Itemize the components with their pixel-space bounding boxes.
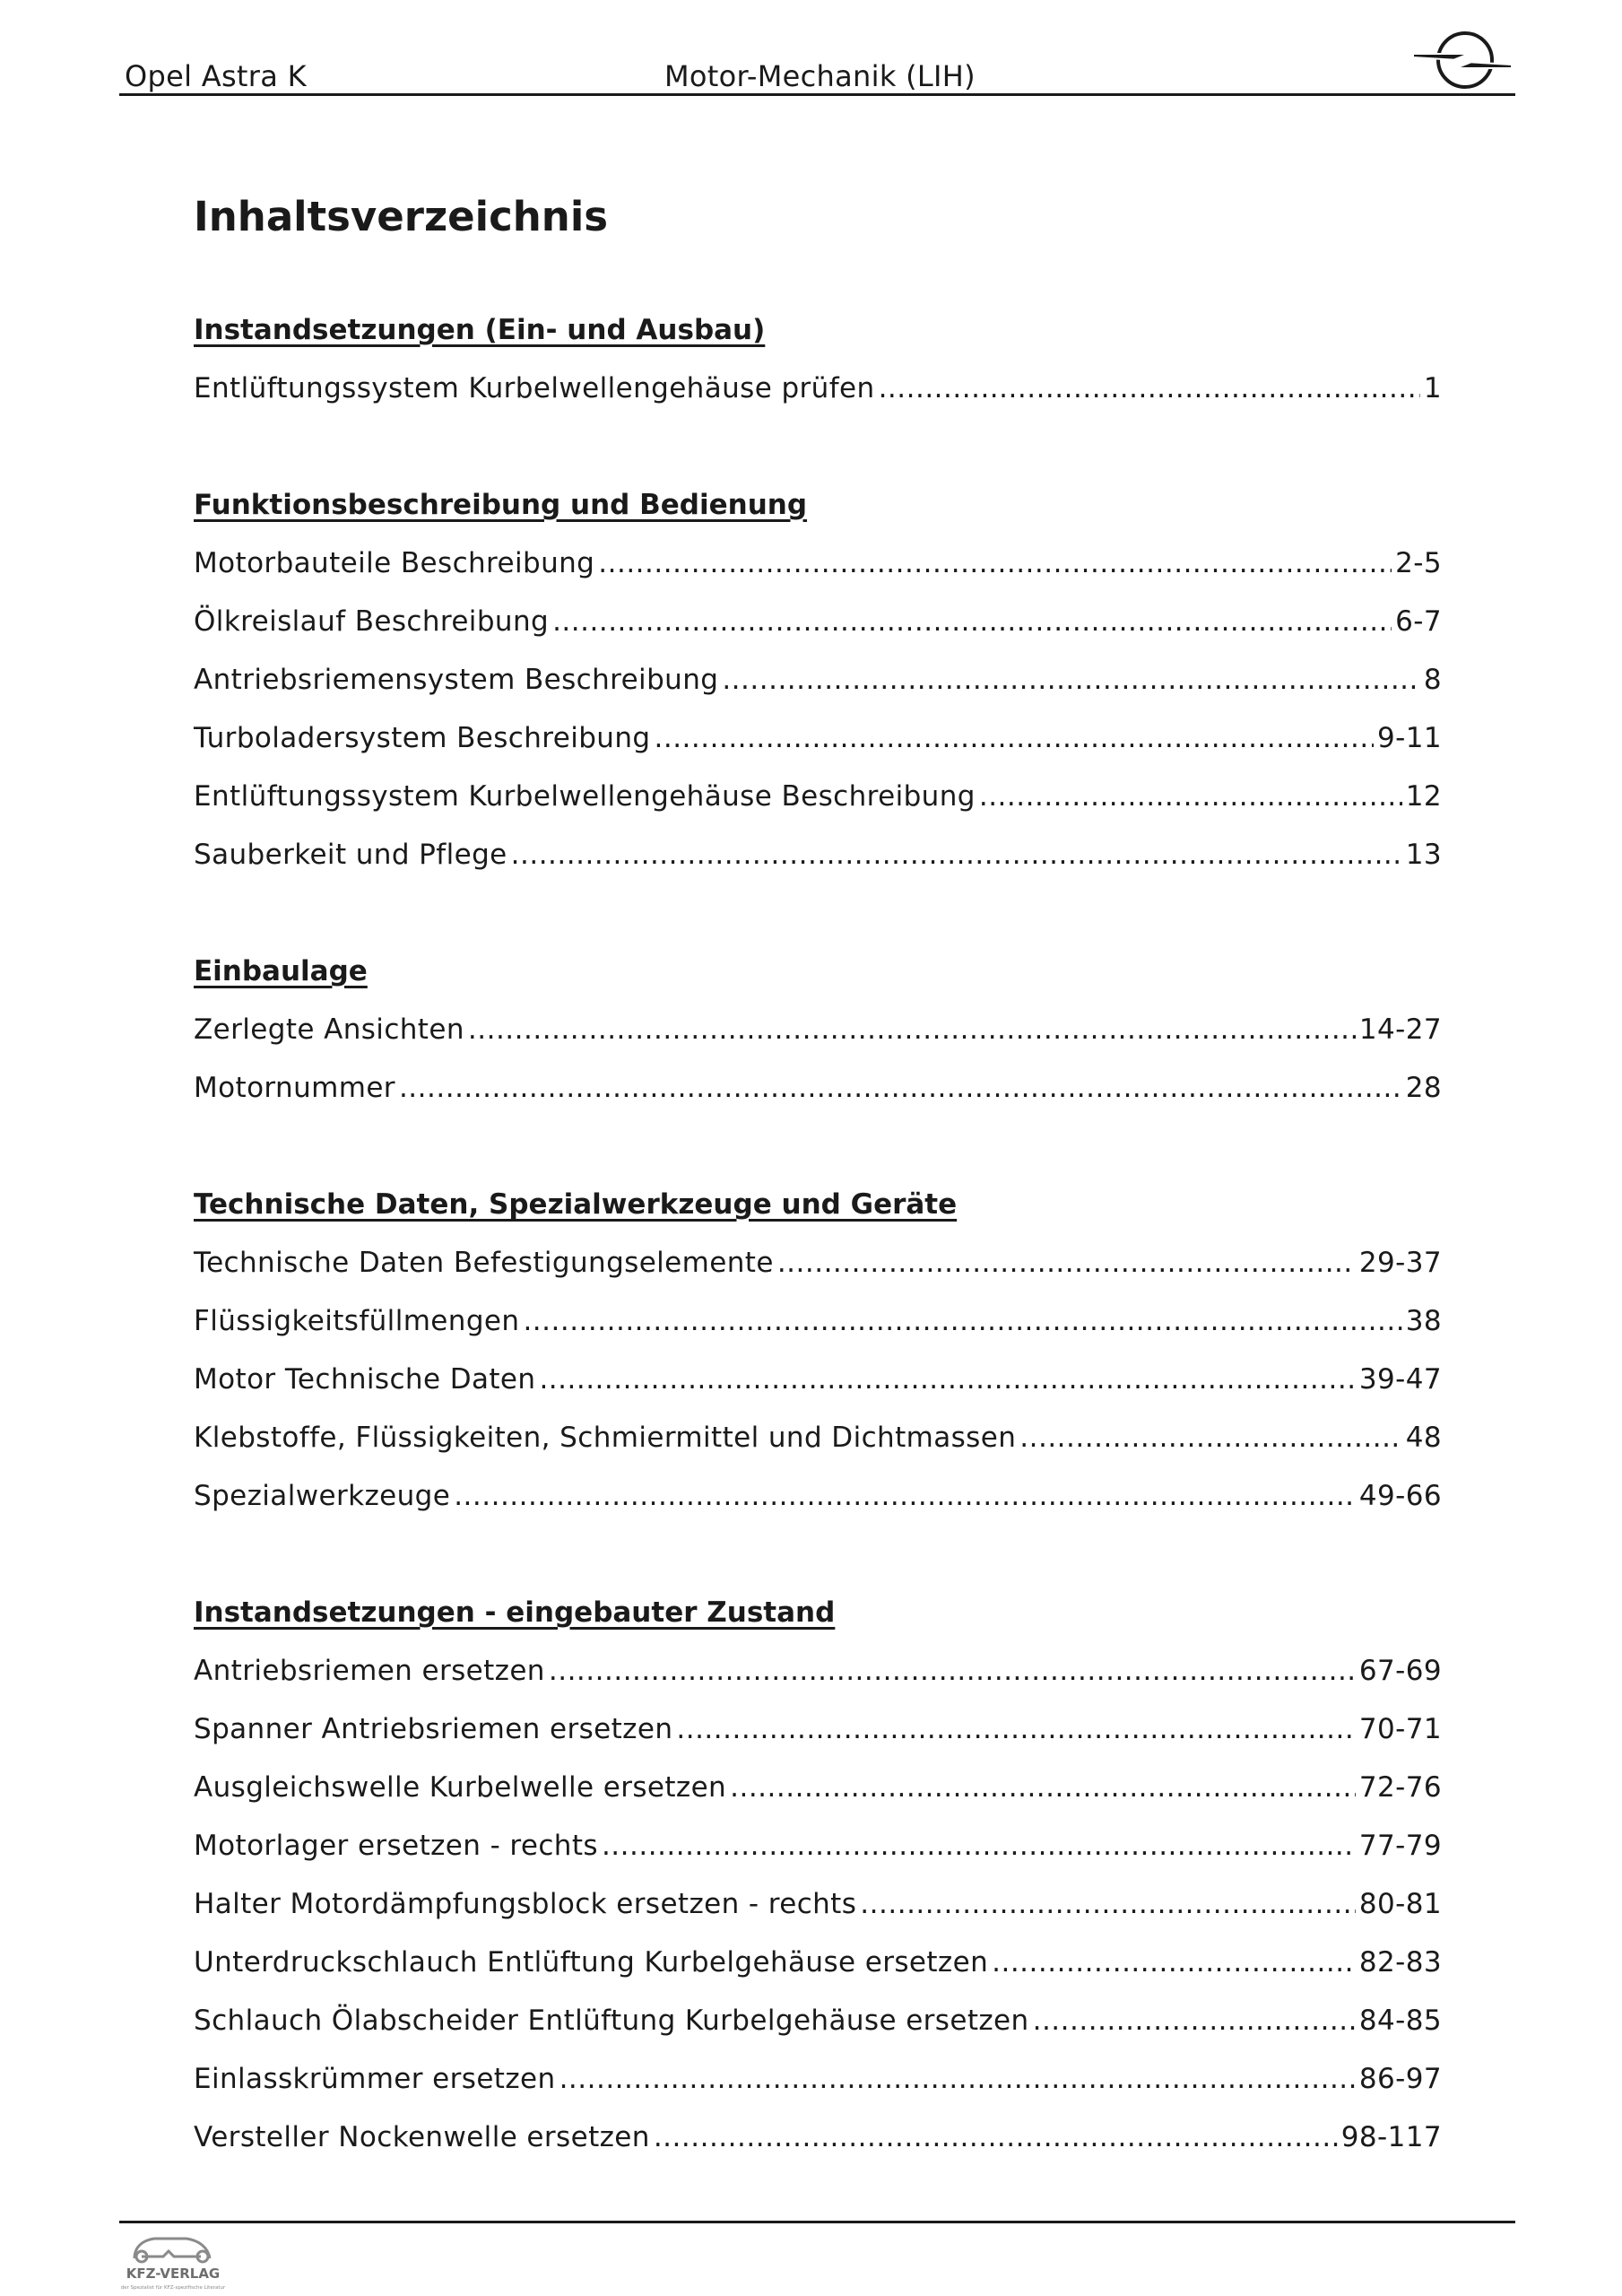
toc-entry-leader (523, 1292, 1401, 1351)
toc-entry[interactable] (194, 1759, 1442, 1817)
toc-entry-leader (860, 1875, 1356, 1934)
toc-entry-page: 67-69 (1358, 1655, 1442, 1687)
toc-entry-leader (539, 1351, 1355, 1409)
section-heading: Instandsetzungen (Ein- und Ausbau) (194, 314, 766, 346)
toc-entry-title: Technische Daten Befestigungselemente (194, 1247, 774, 1279)
toc-entry-page: 86-97 (1358, 2063, 1442, 2095)
toc-entry-page: 13 (1405, 839, 1442, 871)
toc-entry-leader (979, 768, 1402, 826)
toc-entry-title: Schlauch Ölabscheider Entlüftung Kurbelgehäuse ersetzen (194, 2005, 1029, 2037)
footer-brand: KFZ-VERLAG (126, 2266, 221, 2282)
toc-content (194, 191, 1442, 2167)
toc-entry-leader (992, 1934, 1356, 1992)
toc-entry-title: Einlasskrümmer ersetzen (194, 2063, 556, 2095)
toc-entry-page: 14-27 (1358, 1013, 1442, 1046)
toc-entry-title: Ölkreislauf Beschreibung (194, 605, 550, 638)
toc-entry-leader (598, 535, 1392, 593)
toc-entry-title: Flüssigkeitsfüllmengen (194, 1305, 520, 1337)
toc-entry-leader (654, 2109, 1338, 2167)
section-heading: Einbaulage (194, 955, 368, 987)
toc-entry-title: Entlüftungssystem Kurbelwellengehäuse prüfen (194, 372, 875, 404)
toc-entry-page: 80-81 (1358, 1888, 1442, 1920)
section-heading: Instandsetzungen - eingebauter Zustand (194, 1596, 836, 1629)
toc-entry[interactable] (194, 1700, 1442, 1759)
toc-entry-title: Motorbauteile Beschreibung (194, 547, 595, 579)
toc-entry-page: 70-71 (1358, 1713, 1442, 1745)
header-vehicle-name: Opel Astra K (125, 59, 307, 93)
toc-entry-page: 29-37 (1358, 1247, 1442, 1279)
toc-entry-leader (654, 709, 1374, 768)
footer-tagline: der Spezialist für KFZ-spezifische Literatur (120, 2285, 226, 2291)
toc-entry[interactable] (194, 360, 1442, 418)
toc-entry-title: Entlüftungssystem Kurbelwellengehäuse Beschreibung (194, 780, 976, 813)
toc-entry-title: Motornummer (194, 1072, 395, 1104)
toc-entry-title: Unterdruckschlauch Entlüftung Kurbelgehäuse ersetzen (194, 1946, 989, 1979)
toc-entry-page: 49-66 (1358, 1480, 1442, 1512)
toc-entry-page: 84-85 (1358, 2005, 1442, 2037)
toc-entry-title: Turboladersystem Beschreibung (194, 722, 651, 754)
toc-entry[interactable] (194, 768, 1442, 826)
kfz-verlag-logo-icon (115, 2226, 231, 2296)
toc-entry[interactable] (194, 1992, 1442, 2050)
toc-entry[interactable] (194, 535, 1442, 593)
toc-entry-title: Antriebsriemensystem Beschreibung (194, 664, 719, 696)
toc-entry-leader (549, 1642, 1356, 1700)
toc-section (194, 1176, 1442, 1526)
toc-entry-title: Motor Technische Daten (194, 1363, 536, 1396)
toc-entry[interactable] (194, 1467, 1442, 1526)
toc-entry-page: 77-79 (1358, 1830, 1442, 1862)
toc-entry[interactable] (194, 1875, 1442, 1934)
toc-entry-page: 6-7 (1395, 605, 1442, 638)
toc-entry-title: Sauberkeit und Pflege (194, 839, 507, 871)
toc-entry-title: Antriebsriemen ersetzen (194, 1655, 545, 1687)
toc-entry-title: Ausgleichswelle Kurbelwelle ersetzen (194, 1771, 727, 1804)
toc-entry[interactable] (194, 1292, 1442, 1351)
toc-entry-leader (559, 2050, 1356, 2109)
toc-entry-leader (879, 360, 1420, 418)
toc-section (194, 476, 1442, 884)
toc-entry-page: 1 (1423, 372, 1442, 404)
toc-entry-leader (730, 1759, 1356, 1817)
toc-entry[interactable] (194, 593, 1442, 651)
toc-entry-title: Spezialwerkzeuge (194, 1480, 451, 1512)
toc-entry-leader (602, 1817, 1356, 1875)
toc-section (194, 301, 1442, 418)
toc-entry[interactable] (194, 1934, 1442, 1992)
toc-sections (194, 301, 1442, 2167)
toc-entry-leader (468, 1001, 1356, 1059)
toc-section (194, 943, 1442, 1118)
toc-entry-title: Klebstoffe, Flüssigkeiten, Schmiermittel und Dichtmassen (194, 1422, 1017, 1454)
page-header (119, 0, 1515, 96)
toc-entry[interactable] (194, 1234, 1442, 1292)
toc-entry-leader (511, 826, 1402, 884)
toc-entry-leader (1019, 1409, 1401, 1467)
toc-entry[interactable] (194, 2050, 1442, 2109)
toc-entry-leader (777, 1234, 1356, 1292)
toc-entry[interactable] (194, 826, 1442, 884)
toc-entry-page: 12 (1405, 780, 1442, 813)
toc-entry-leader (454, 1467, 1356, 1526)
toc-entry-leader (676, 1700, 1356, 1759)
toc-entry-page: 2-5 (1395, 547, 1442, 579)
toc-entry[interactable] (194, 2109, 1442, 2167)
toc-entry[interactable] (194, 1001, 1442, 1059)
toc-entry-page: 48 (1405, 1422, 1442, 1454)
toc-entry-title: Zerlegte Ansichten (194, 1013, 464, 1046)
toc-entry[interactable] (194, 709, 1442, 768)
toc-entry-page: 98-117 (1340, 2121, 1442, 2153)
toc-section (194, 1584, 1442, 2167)
toc-entry[interactable] (194, 1351, 1442, 1409)
toc-entry-page: 28 (1405, 1072, 1442, 1104)
page-title: Inhaltsverzeichnis (194, 193, 609, 240)
toc-entry-leader (399, 1059, 1402, 1118)
toc-entry-page: 82-83 (1358, 1946, 1442, 1979)
toc-entry-leader (1033, 1992, 1356, 2050)
footer-divider (119, 2221, 1515, 2223)
toc-entry-title: Halter Motordämpfungsblock ersetzen - rechts (194, 1888, 857, 1920)
toc-entry-page: 38 (1405, 1305, 1442, 1337)
section-heading: Technische Daten, Spezialwerkzeuge und Geräte (194, 1188, 958, 1221)
toc-entry[interactable] (194, 1642, 1442, 1700)
toc-entry-leader (722, 651, 1420, 709)
toc-entry-title: Versteller Nockenwelle ersetzen (194, 2121, 650, 2153)
toc-entry-title: Motorlager ersetzen - rechts (194, 1830, 598, 1862)
toc-entry-title: Spanner Antriebsriemen ersetzen (194, 1713, 673, 1745)
section-heading: Funktionsbeschreibung und Bedienung (194, 489, 808, 521)
toc-entry[interactable] (194, 1817, 1442, 1875)
toc-entry-page: 39-47 (1358, 1363, 1442, 1396)
toc-entry-leader (552, 593, 1392, 651)
toc-entry[interactable] (194, 1409, 1442, 1467)
toc-entry[interactable] (194, 651, 1442, 709)
header-manual-title: Motor-Mechanik (LIH) (664, 59, 976, 93)
toc-entry[interactable] (194, 1059, 1442, 1118)
toc-entry-page: 8 (1423, 664, 1442, 696)
toc-entry-page: 72-76 (1358, 1771, 1442, 1804)
opel-blitz-logo-icon (1411, 27, 1514, 93)
toc-entry-page: 9-11 (1377, 722, 1442, 754)
